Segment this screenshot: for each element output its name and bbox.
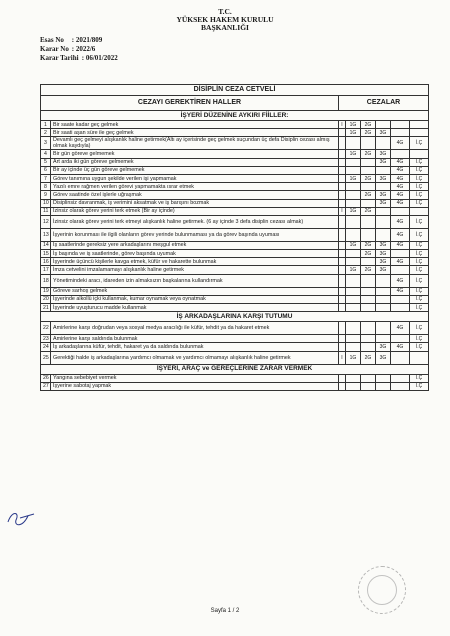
column-header-penalties: CEZALAR xyxy=(339,96,429,111)
row-description: İş başında ve iş saatlerinde, görev başında uyumak xyxy=(51,250,339,258)
discipline-penalty-table xyxy=(40,84,429,391)
penalty-cell: 2G xyxy=(361,351,376,364)
penalty-cell: 4G xyxy=(391,215,410,228)
penalty-cell: 4G xyxy=(391,241,410,249)
row-description: İşyerinde üçüncü kişilerle kavga etmek, küfür ve hakarette bulunmak xyxy=(51,258,339,266)
penalty-cell xyxy=(339,258,346,266)
penalty-cell: İ.Ç xyxy=(410,166,429,174)
penalty-cell: 3G xyxy=(376,129,391,137)
row-number: 7 xyxy=(41,174,51,182)
row-description: İşyerinin korunması ile ilgili olanların görev yerinde bulunmaması ya da görev başında uyuması xyxy=(51,228,339,241)
penalty-cell xyxy=(346,274,361,287)
row-number: 9 xyxy=(41,191,51,199)
table-row xyxy=(41,215,429,228)
penalty-cell: 2G xyxy=(361,266,376,274)
penalty-cell: İ.Ç xyxy=(410,287,429,295)
penalty-cell xyxy=(361,137,376,150)
penalty-cell: 2G xyxy=(361,121,376,129)
penalty-cell: İ.Ç xyxy=(410,215,429,228)
penalty-cell xyxy=(361,322,376,335)
penalty-cell xyxy=(410,129,429,137)
penalty-cell: 4G xyxy=(391,274,410,287)
penalty-cell xyxy=(361,335,376,343)
meta-value: : 2022/6 xyxy=(71,45,96,53)
row-description: Yazılı emre rağmen verilen görevi yapmamakta ısrar etmek xyxy=(51,183,339,191)
penalty-cell xyxy=(346,215,361,228)
section-header-row xyxy=(41,364,429,374)
table-row xyxy=(41,258,429,266)
penalty-cell xyxy=(376,382,391,390)
row-number: 1 xyxy=(41,121,51,129)
penalty-cell: İ.Ç xyxy=(410,183,429,191)
penalty-cell: 4G xyxy=(391,322,410,335)
meta-esas-no xyxy=(40,36,102,45)
penalty-cell xyxy=(339,228,346,241)
table-row xyxy=(41,174,429,182)
penalty-cell xyxy=(376,228,391,241)
penalty-cell: İ.Ç xyxy=(410,343,429,351)
penalty-cell: İ.Ç xyxy=(410,266,429,274)
row-description: Bir saati aşan süre ile geç gelmek xyxy=(51,129,339,137)
penalty-cell xyxy=(339,129,346,137)
penalty-cell xyxy=(361,304,376,312)
penalty-cell xyxy=(361,166,376,174)
row-number: 19 xyxy=(41,287,51,295)
penalty-cell: İ.Ç xyxy=(410,374,429,382)
penalty-cell xyxy=(339,274,346,287)
header-department: BAŞKANLIĞI xyxy=(201,23,249,32)
penalty-cell: 3G xyxy=(376,150,391,158)
penalty-cell: İ.Ç xyxy=(410,158,429,166)
penalty-cell xyxy=(410,351,429,364)
penalty-cell: İ.Ç xyxy=(410,322,429,335)
table-header-row xyxy=(41,96,429,111)
meta-karar-tarihi xyxy=(40,54,118,63)
penalty-cell xyxy=(391,382,410,390)
penalty-cell: 4G xyxy=(391,183,410,191)
penalty-cell: 3G xyxy=(376,351,391,364)
table-row xyxy=(41,150,429,158)
table-row xyxy=(41,241,429,249)
penalty-cell: 3G xyxy=(376,258,391,266)
penalty-cell: 1G xyxy=(346,121,361,129)
row-description: Yangına sebebiyet vermek xyxy=(51,374,339,382)
table-title: DİSİPLİN CEZA CETVELİ xyxy=(41,85,429,96)
row-description: Bir gün göreve gelmemek xyxy=(51,150,339,158)
table-row xyxy=(41,199,429,207)
penalty-cell xyxy=(346,295,361,303)
table-row xyxy=(41,287,429,295)
penalty-cell: 1G xyxy=(346,150,361,158)
table-row xyxy=(41,274,429,287)
header-tc: T.C. xyxy=(218,7,232,16)
penalty-cell: I xyxy=(339,351,346,364)
table-row xyxy=(41,129,429,137)
penalty-cell: 3G xyxy=(376,241,391,249)
penalty-cell: 2G xyxy=(361,150,376,158)
row-number: 26 xyxy=(41,374,51,382)
penalty-cell xyxy=(339,174,346,182)
penalty-cell: 2G xyxy=(361,250,376,258)
row-description: İşyerinde uyuşturucu madde kullanmak xyxy=(51,304,339,312)
penalty-cell xyxy=(391,250,410,258)
row-number: 27 xyxy=(41,382,51,390)
penalty-cell: 2G xyxy=(361,191,376,199)
penalty-cell: 4G xyxy=(391,158,410,166)
row-number: 5 xyxy=(41,158,51,166)
penalty-cell xyxy=(346,191,361,199)
column-header-conditions: CEZAYI GEREKTİREN HALLER xyxy=(41,96,339,111)
row-description: Bir saate kadar geç gelmek xyxy=(51,121,339,129)
penalty-cell: 1G xyxy=(346,241,361,249)
penalty-cell xyxy=(339,183,346,191)
penalty-cell xyxy=(339,322,346,335)
penalty-cell: İ.Ç xyxy=(410,241,429,249)
penalty-cell: 3G xyxy=(376,250,391,258)
penalty-cell: 1G xyxy=(346,174,361,182)
penalty-cell xyxy=(339,295,346,303)
penalty-cell: 1G xyxy=(346,351,361,364)
table-row xyxy=(41,304,429,312)
penalty-cell: 4G xyxy=(391,174,410,182)
penalty-cell xyxy=(339,374,346,382)
penalty-cell xyxy=(410,150,429,158)
row-description: Göreve sarhoş gelmek xyxy=(51,287,339,295)
penalty-cell: 3G xyxy=(376,199,391,207)
penalty-cell xyxy=(339,158,346,166)
penalty-cell: 1G xyxy=(346,207,361,215)
penalty-cell xyxy=(346,183,361,191)
penalty-cell xyxy=(346,374,361,382)
table-row xyxy=(41,191,429,199)
row-description: Amirlerine karşı saldırıda bulunmak xyxy=(51,335,339,343)
row-number: 16 xyxy=(41,258,51,266)
penalty-cell: 4G xyxy=(391,228,410,241)
penalty-cell xyxy=(339,304,346,312)
penalty-cell xyxy=(410,207,429,215)
official-stamp xyxy=(358,566,406,614)
meta-key: Karar Tarihi xyxy=(40,54,79,62)
table-row xyxy=(41,382,429,390)
penalty-cell xyxy=(339,150,346,158)
row-description: Devamlı geç gelmeyi alışkanlık haline getirmek(Altı ay içerisinde geç gelmek suçundan üç defa Disiplin cezası almış olmak kaydıyla) xyxy=(51,137,339,150)
penalty-cell: I xyxy=(339,121,346,129)
penalty-cell: 3G xyxy=(376,343,391,351)
penalty-cell xyxy=(376,215,391,228)
penalty-cell xyxy=(391,129,410,137)
penalty-cell: 2G xyxy=(361,207,376,215)
row-number: 21 xyxy=(41,304,51,312)
penalty-cell xyxy=(346,166,361,174)
penalty-cell: 4G xyxy=(391,258,410,266)
section-title: İŞ ARKADAŞLARINA KARŞI TUTUMU xyxy=(41,312,429,322)
row-number: 10 xyxy=(41,199,51,207)
penalty-cell xyxy=(346,335,361,343)
penalty-cell: 3G xyxy=(376,174,391,182)
row-description: İş saatlerinde gereksiz yere arkadaşlarını meşgul etmek xyxy=(51,241,339,249)
section-title: İŞYERİ DÜZENİNE AYKIRI FİİLLER: xyxy=(41,111,429,121)
penalty-cell: İ.Ç xyxy=(410,335,429,343)
penalty-cell: 3G xyxy=(376,266,391,274)
penalty-cell xyxy=(376,304,391,312)
row-number: 3 xyxy=(41,137,51,150)
row-number: 13 xyxy=(41,228,51,241)
penalty-cell: 4G xyxy=(391,287,410,295)
penalty-cell: 4G xyxy=(391,137,410,150)
row-description: Gerektiği halde iş arkadaşlarına yardımcı olmamak ve yardımcı olmamayı alışkanlık haline getirmek xyxy=(51,351,339,364)
meta-key: Esas No xyxy=(40,36,64,44)
penalty-cell xyxy=(376,274,391,287)
penalty-cell xyxy=(346,382,361,390)
penalty-cell xyxy=(346,199,361,207)
penalty-cell: İ.Ç xyxy=(410,199,429,207)
table-row xyxy=(41,166,429,174)
row-number: 12 xyxy=(41,215,51,228)
meta-key: Karar No xyxy=(40,45,69,53)
row-description: Görev saatinde özel işlerle uğraşmak xyxy=(51,191,339,199)
penalty-cell xyxy=(339,382,346,390)
penalty-cell: İ.Ç xyxy=(410,228,429,241)
penalty-cell xyxy=(376,322,391,335)
penalty-cell xyxy=(391,295,410,303)
table-row xyxy=(41,343,429,351)
penalty-cell: 1G xyxy=(346,129,361,137)
section-header-row xyxy=(41,312,429,322)
table-row xyxy=(41,335,429,343)
penalty-cell xyxy=(346,137,361,150)
penalty-cell xyxy=(339,215,346,228)
penalty-cell xyxy=(410,121,429,129)
penalty-cell xyxy=(391,351,410,364)
penalty-cell xyxy=(376,121,391,129)
row-number: 22 xyxy=(41,322,51,335)
row-number: 25 xyxy=(41,351,51,364)
row-description: Art arda iki gün göreve gelmemek xyxy=(51,158,339,166)
row-number: 2 xyxy=(41,129,51,137)
penalty-cell xyxy=(376,295,391,303)
penalty-cell: 2G xyxy=(361,174,376,182)
penalty-cell: İ.Ç xyxy=(410,250,429,258)
penalty-cell xyxy=(346,304,361,312)
row-description: İş arkadaşlarına küfür, tehdit, hakaret ya da saldırıda bulunmak xyxy=(51,343,339,351)
row-description: Amirlerine karşı doğrudan veya sosyal medya aracılığı ile küfür, tehdit ya da hakaret etmek xyxy=(51,322,339,335)
penalty-cell xyxy=(376,335,391,343)
penalty-cell xyxy=(376,183,391,191)
table-row xyxy=(41,158,429,166)
penalty-cell xyxy=(376,166,391,174)
row-description: İmza cetvelini imzalamamayı alışkanlık haline getirmek xyxy=(51,266,339,274)
penalty-cell xyxy=(361,199,376,207)
section-title: İŞYERİ, ARAÇ ve GEREÇLERİNE ZARAR VERMEK xyxy=(41,364,429,374)
table-row xyxy=(41,137,429,150)
row-description: İşyerinde alkollü içki kullanmak, kumar oynamak veya oynatmak xyxy=(51,295,339,303)
section-header-row xyxy=(41,111,429,121)
row-number: 14 xyxy=(41,241,51,249)
table-row xyxy=(41,250,429,258)
penalty-cell: İ.Ç xyxy=(410,258,429,266)
penalty-cell xyxy=(346,228,361,241)
penalty-cell: 4G xyxy=(391,166,410,174)
penalty-cell xyxy=(391,374,410,382)
penalty-cell xyxy=(361,343,376,351)
table-row xyxy=(41,295,429,303)
table-row xyxy=(41,183,429,191)
row-description: Görev tanımına uygun şekilde verilen işi yapmamak xyxy=(51,174,339,182)
row-number: 18 xyxy=(41,274,51,287)
penalty-cell: 4G xyxy=(391,199,410,207)
penalty-cell xyxy=(361,374,376,382)
table-row xyxy=(41,121,429,129)
penalty-cell xyxy=(361,258,376,266)
meta-value: : 06/01/2022 xyxy=(81,54,118,62)
penalty-cell xyxy=(346,343,361,351)
table-row xyxy=(41,374,429,382)
table-row xyxy=(41,322,429,335)
penalty-cell: 2G xyxy=(361,129,376,137)
penalty-cell: 2G xyxy=(361,241,376,249)
penalty-cell: İ.Ç xyxy=(410,295,429,303)
table-row xyxy=(41,228,429,241)
penalty-cell xyxy=(391,150,410,158)
penalty-cell xyxy=(376,287,391,295)
table-row xyxy=(41,207,429,215)
penalty-cell xyxy=(361,215,376,228)
penalty-cell: İ.Ç xyxy=(410,274,429,287)
penalty-cell xyxy=(339,199,346,207)
penalty-cell xyxy=(339,241,346,249)
penalty-cell: I xyxy=(339,207,346,215)
penalty-cell: İ.Ç xyxy=(410,304,429,312)
handwritten-signature xyxy=(6,508,36,530)
row-description: Yönetimindeki aracı, idareden izin almaksızın başkalarına kullandırmak xyxy=(51,274,339,287)
row-description: Disiplinsiz davranmak, iş verimini aksatmak ve iş barışını bozmak xyxy=(51,199,339,207)
penalty-cell xyxy=(361,158,376,166)
penalty-cell: İ.Ç xyxy=(410,191,429,199)
penalty-cell xyxy=(346,250,361,258)
penalty-cell xyxy=(376,374,391,382)
penalty-cell xyxy=(346,158,361,166)
penalty-cell xyxy=(346,287,361,295)
row-description: İzinsiz olarak görev yerini terk etmeyi alışkanlık haline getirmek. (6 ay içinde 3 defa disiplin cezası almak) xyxy=(51,215,339,228)
row-number: 24 xyxy=(41,343,51,351)
penalty-cell xyxy=(361,183,376,191)
penalty-cell xyxy=(339,191,346,199)
row-number: 6 xyxy=(41,166,51,174)
row-number: 23 xyxy=(41,335,51,343)
page-number: Sayfa 1 / 2 xyxy=(210,608,240,614)
table-title-row xyxy=(41,85,429,96)
meta-value: : 2021/809 xyxy=(71,36,103,44)
row-number: 20 xyxy=(41,295,51,303)
penalty-cell: İ.Ç xyxy=(410,137,429,150)
penalty-cell xyxy=(376,137,391,150)
penalty-cell: İ.Ç xyxy=(410,382,429,390)
penalty-cell xyxy=(346,322,361,335)
row-description: İzinsiz olarak görev yerini terk etmek (Bir ay içinde) xyxy=(51,207,339,215)
penalty-cell xyxy=(361,228,376,241)
penalty-cell xyxy=(391,304,410,312)
penalty-cell xyxy=(361,287,376,295)
penalty-cell xyxy=(376,207,391,215)
penalty-cell: 1G xyxy=(346,266,361,274)
penalty-cell xyxy=(339,335,346,343)
penalty-cell xyxy=(346,258,361,266)
meta-karar-no xyxy=(40,45,95,54)
penalty-cell xyxy=(339,343,346,351)
penalty-cell xyxy=(339,266,346,274)
penalty-cell xyxy=(339,287,346,295)
penalty-cell xyxy=(339,250,346,258)
row-number: 17 xyxy=(41,266,51,274)
penalty-cell: 4G xyxy=(391,343,410,351)
row-number: 15 xyxy=(41,250,51,258)
penalty-cell xyxy=(339,137,346,150)
penalty-cell: 4G xyxy=(391,191,410,199)
penalty-cell xyxy=(339,166,346,174)
row-description: Bir ay içinde üç gün göreve gelmemek xyxy=(51,166,339,174)
penalty-cell xyxy=(361,274,376,287)
penalty-cell: İ.Ç xyxy=(410,174,429,182)
table-row xyxy=(41,351,429,364)
penalty-cell xyxy=(391,207,410,215)
penalty-cell xyxy=(361,382,376,390)
row-number: 8 xyxy=(41,183,51,191)
row-number: 11 xyxy=(41,207,51,215)
penalty-cell: 3G xyxy=(376,158,391,166)
penalty-cell xyxy=(391,335,410,343)
penalty-cell xyxy=(391,121,410,129)
table-row xyxy=(41,266,429,274)
penalty-cell xyxy=(391,266,410,274)
row-number: 4 xyxy=(41,150,51,158)
header-institution: YÜKSEK HAKEM KURULU xyxy=(176,15,274,24)
row-description: İşyerine sabotaj yapmak xyxy=(51,382,339,390)
penalty-cell xyxy=(361,295,376,303)
penalty-cell: 3G xyxy=(376,191,391,199)
